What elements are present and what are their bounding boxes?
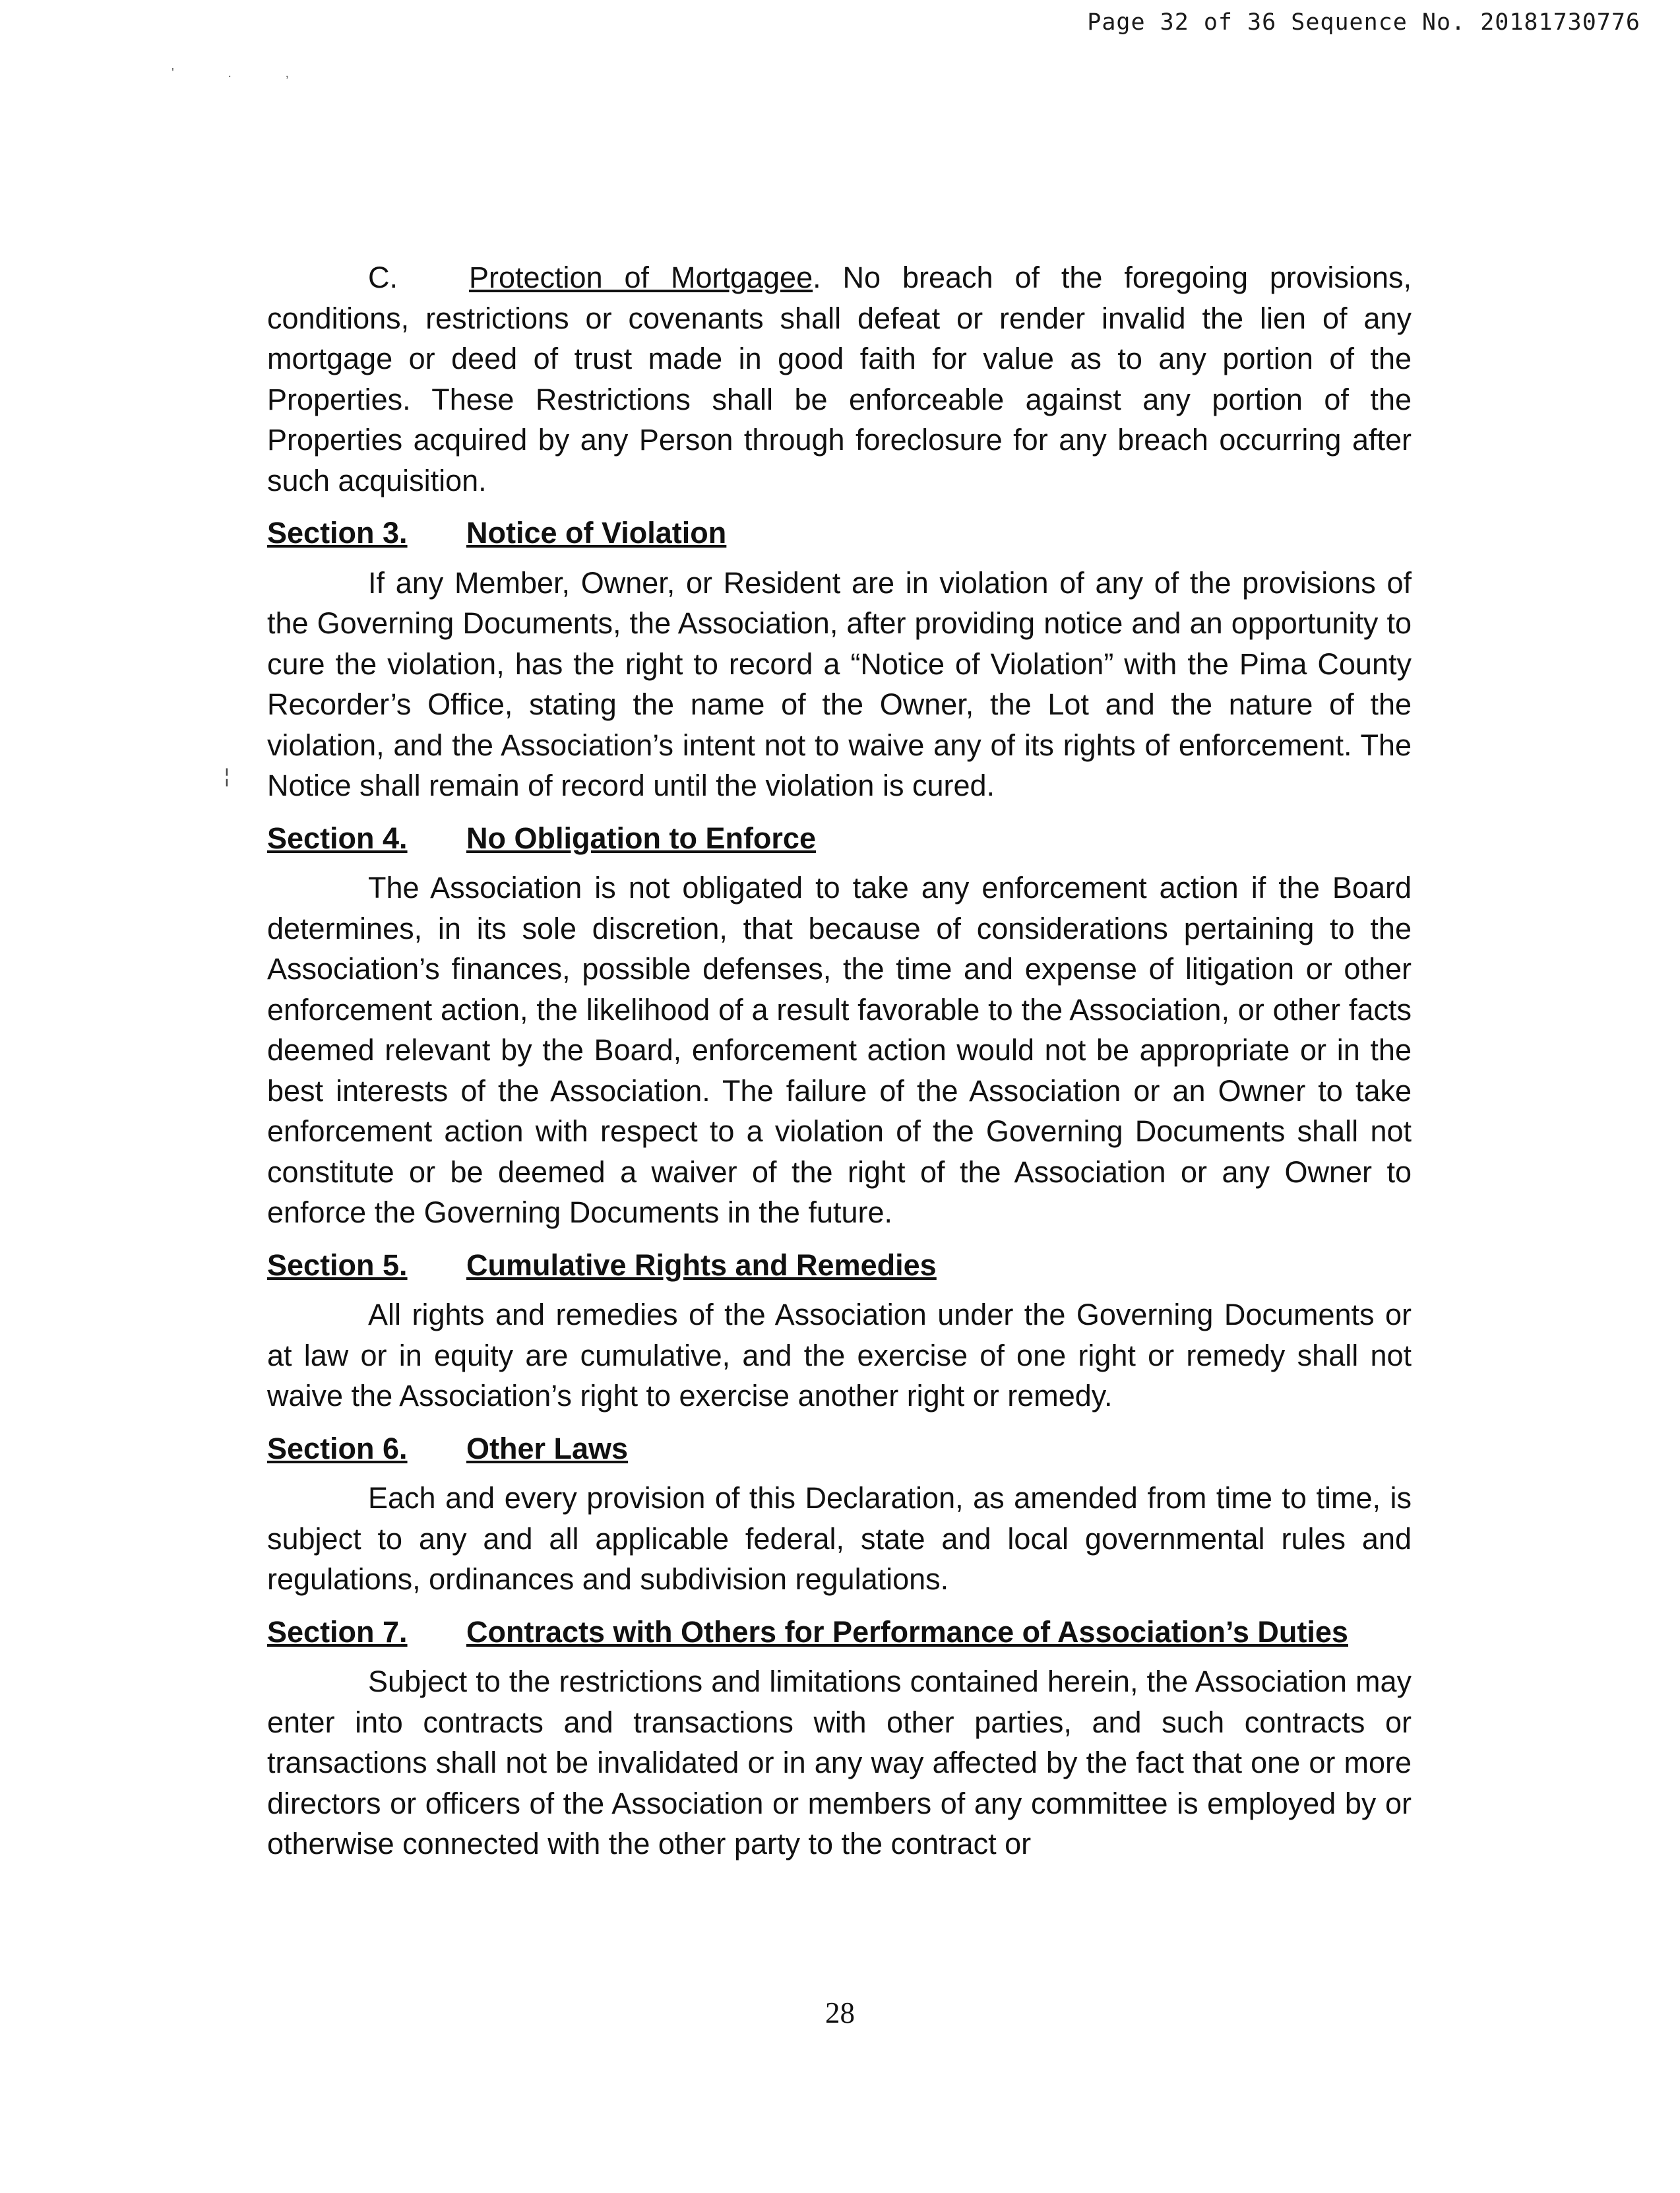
section-6-body: Each and every provision of this Declaration, as amended from time to time, is subject to any and all applicable federal, state and local governmental rules and regulations, ordinances and subdivision regulations.: [267, 1481, 1412, 1596]
section-5-title: Cumulative Rights and Remedies: [466, 1248, 937, 1282]
section-c-label: C.: [368, 261, 398, 294]
section-3-heading: [267, 513, 1412, 554]
section-5-body: All rights and remedies of the Association under the Governing Documents or at law or in equity are cumulative, and the exercise of one right or remedy shall not waive the Association’s right to exercise another right or remedy.: [267, 1298, 1412, 1413]
section-4-number: Section 4.: [267, 821, 408, 855]
section-4-title: No Obligation to Enforce: [466, 821, 816, 855]
section-c-paragraph: [267, 257, 1412, 501]
section-7-number: Section 7.: [267, 1614, 408, 1649]
section-7-body: Subject to the restrictions and limitations contained herein, the Association may enter into contracts and transactions with other parties, and such contracts or transactions shall not be invalidated or in any way affected by the fact that one or more directors or officers of the Association or members of any committee is employed by or otherwise connected with the other party to the contract or: [267, 1665, 1412, 1860]
page-sequence-header: Page 32 of 36 Sequence No. 20181730776: [1087, 9, 1640, 36]
section-6-number: Section 6.: [267, 1431, 408, 1465]
page-number: 28: [825, 1996, 855, 2029]
section-3-title: Notice of Violation: [466, 516, 727, 550]
section-c-title: Protection of Mortgagee: [469, 261, 813, 294]
scan-specks: ' . ,: [171, 66, 315, 80]
section-6-heading: [267, 1428, 1412, 1469]
section-5-heading: [267, 1245, 1412, 1286]
section-6-title: Other Laws: [466, 1431, 629, 1465]
document-body: [267, 257, 1412, 1864]
section-3-body: If any Member, Owner, or Resident are in violation of any of the provisions of the Governing Documents, the Association, after providing notice and an opportunity to cure the violation, has the right to record a “Notice of Violation” with the Pima County Recorder’s Office, stating the name of the Owner, the Lot and the nature of the violation, and the Association’s intent not to waive any of its rights of enforcement. The Notice shall remain of record until the violation is cured.: [267, 565, 1412, 802]
section-5-number: Section 5.: [267, 1248, 408, 1282]
section-4-body: The Association is not obligated to take any enforcement action if the Board determines, in its sole discretion, that because of considerations pertaining to the Association’s finances, possible defenses, the time and expense of litigation or other enforcement action, the likelihood of a result favorable to the Association, or other facts deemed relevant by the Board, enforcement action would not be appropriate or in the best interests of the Association. The failure of the Association or an Owner to take enforcement action with respect to a violation of the Governing Documents shall not constitute or be deemed a waiver of the right of the Association or any Owner to enforce the Governing Documents in the future.: [267, 871, 1412, 1229]
section-c-body: . No breach of the foregoing provisions, conditions, restrictions or covenants shall defeat or render invalid the lien of any mortgage or deed of trust made in good faith for value as to any portion of the Properties. These Restrictions shall be enforceable against any portion of the Properties acquired by any Person through foreclosure for any breach occurring after such acquisition.: [267, 261, 1412, 497]
section-4-heading: [267, 818, 1412, 859]
section-3-number: Section 3.: [267, 516, 408, 550]
section-7-heading: [267, 1612, 1412, 1653]
section-7-title: Contracts with Others for Performance of Association’s Duties: [466, 1614, 1348, 1649]
margin-mark: ¦: [224, 765, 230, 787]
